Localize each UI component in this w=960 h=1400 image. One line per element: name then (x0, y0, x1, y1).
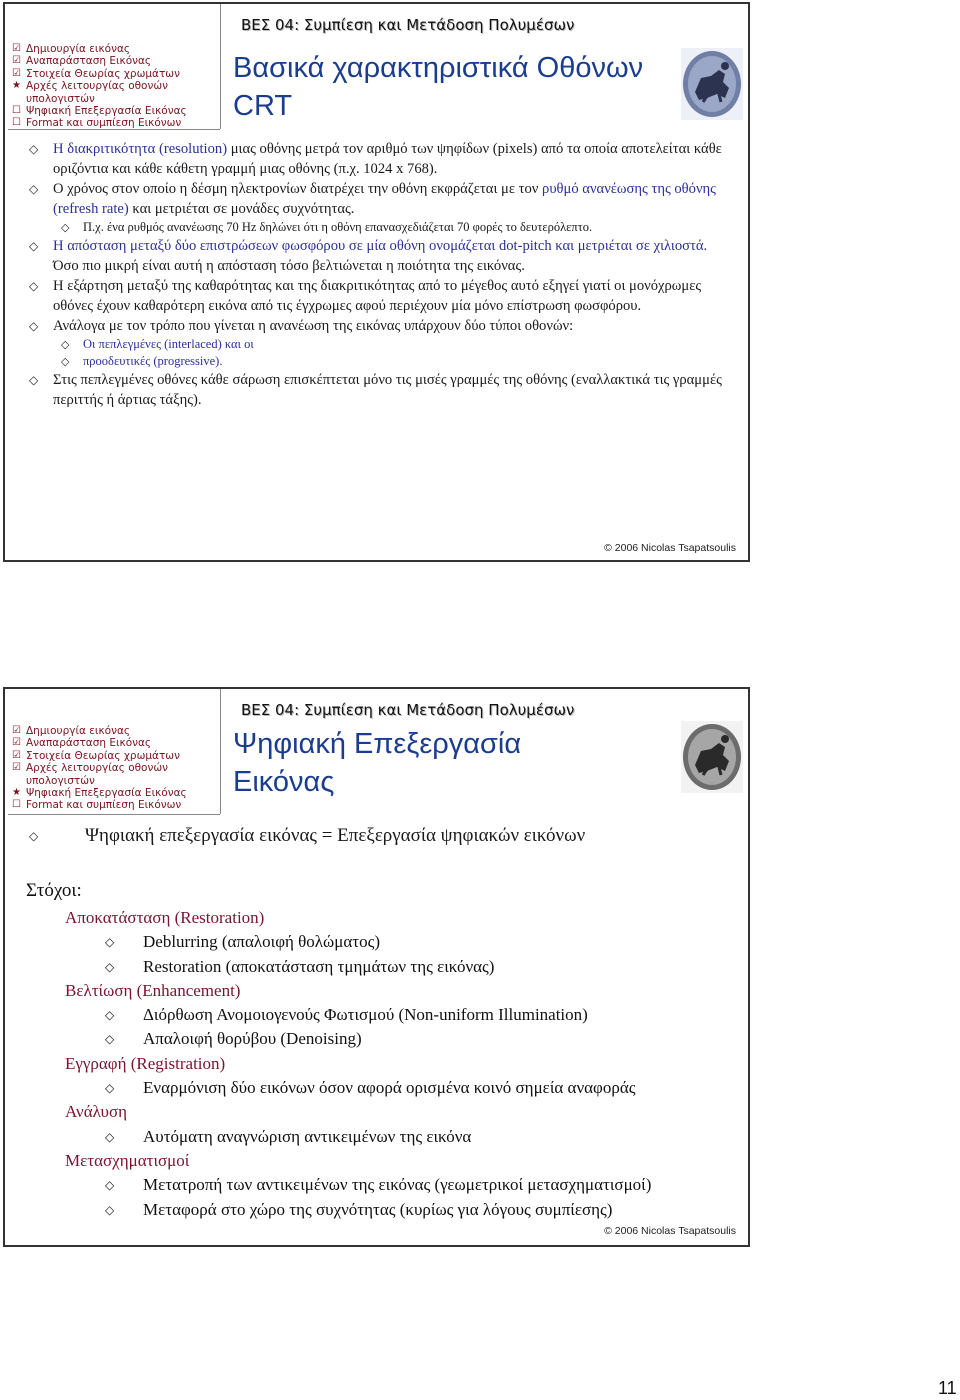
checkbox-checked-icon: ☑ (12, 67, 21, 79)
divider (8, 129, 220, 130)
bullet: ◇ Η απόσταση μεταξύ δύο επιστρώσεων φωσφόρου σε μία οθόνη ονομάζεται dot-pitch και μετριέται σε χιλιοστά. Όσο πιο μικρή είναι αυτή η απόσταση τόσο βελτιώνεται η ποιότητα της εικόνας. (29, 236, 735, 276)
goal-item: ◇ Restoration (αποκατάσταση τμημάτων της εικόνας) (65, 955, 651, 979)
checkbox-checked-icon: ☑ (12, 749, 21, 761)
divider (8, 814, 220, 815)
bullet: ◇ Στις πεπλεγμένες οθόνες κάθε σάρωση επισκέπτεται μόνο τις μισές γραμμές της οθόνης (εναλλακτικά τις γραμμές περιττής ή άρτιας τάξης). (29, 370, 735, 410)
checkbox-checked-icon: ☑ (12, 737, 21, 749)
bullet: ◇ Ο χρόνος στον οποίο η δέσμη ηλεκτρονίων διατρέχει την οθόνη εκφράζεται με τον ρυθμό ανανέωσης της οθόνης (refresh rate) και μετριέται σε μονάδες συχνότητας. (29, 179, 735, 219)
goal-item: ◇ Απαλοιφή θορύβου (Denoising) (65, 1027, 651, 1051)
nav-item: ☑ Δημιουργία εικόνας (12, 725, 131, 737)
goal-item: ◇ Αυτόματη αναγνώριση αντικειμένων της εικόνα (65, 1125, 651, 1149)
goal-item: ◇ Μεταφορά στο χώρο της συχνότητας (κυρίως για λόγους συμπίεσης) (65, 1198, 651, 1222)
goal-item: ◇ Μετατροπή των αντικειμένων της εικόνας (γεωμετρικοί μετασχηματισμοί) (65, 1173, 651, 1197)
goal-heading: Αποκατάσταση (Restoration) (65, 908, 265, 927)
goal-item: ◇ Διόρθωση Ανομοιογενούς Φωτισμού (Non-uniform Illumination) (65, 1003, 651, 1027)
sub-bullet: ◇ Οι πεπλεγμένες (interlaced) και οι (29, 336, 735, 353)
nav-item-current: ★ Αρχές λειτουργίας οθονών (12, 80, 169, 93)
page-number: 11 (938, 1378, 957, 1398)
slide-1 (3, 2, 750, 562)
nav-item-current: ★ Ψηφιακή Επεξεργασία Εικόνας (12, 787, 187, 800)
coin-logo-icon (681, 721, 743, 793)
nav-item: ☐ Ψηφιακή Επεξεργασία Εικόνας (12, 105, 187, 118)
coin-logo-icon (681, 48, 743, 120)
nav-item: ☑ Αρχές λειτουργίας οθονών (12, 762, 169, 775)
section-nav (12, 43, 217, 130)
slide-title: Ψηφιακή Επεξεργασία Εικόνας (233, 728, 522, 798)
nav-item: ☑ Αναπαράσταση Εικόνας (12, 55, 152, 68)
nav-item: ☐ Format και συμπίεση Εικόνων (12, 117, 182, 130)
goals-label: Στόχοι: (26, 880, 82, 901)
sub-bullet: ◇ Π.χ. ένα ρυθμός ανανέωσης 70 Hz δηλώνει ότι η οθόνη επανασχεδιάζεται 70 φορές το δευτερόλεπτο. (29, 219, 735, 236)
slide-body (29, 824, 735, 848)
slide-body (29, 139, 735, 410)
course-title: ΒΕΣ 04: Συμπίεση και Μετάδοση Πολυμέσων (241, 16, 575, 34)
goal-heading: Ανάλυση (65, 1102, 128, 1122)
checkbox-empty-icon: ☐ (12, 117, 21, 129)
goals-list (65, 906, 651, 1222)
sub-bullet: ◇ προοδευτικές (progressive). (29, 353, 735, 370)
goal-heading: Βελτίωση (Enhancement) (65, 980, 241, 1000)
copyright: © 2006 Nicolas Tsapatsoulis (604, 1225, 736, 1237)
nav-item: ☑ Αναπαράσταση Εικόνας (12, 737, 152, 750)
section-nav (12, 725, 217, 812)
bullet: ◇ Ψηφιακή επεξεργασία εικόνας = Επεξεργασία ψηφιακών εικόνων (29, 824, 735, 848)
checkbox-checked-icon: ☑ (12, 725, 21, 736)
bullet: ◇ Η διακριτικότητα (resolution) μιας οθόνης μετρά τον αριθμό των ψηφίδων (pixels) από τα οποία αποτελείται κάθε οριζόντια και κάθε κάθετη γραμμή μιας οθόνης (π.χ. 1024 x 768). (29, 139, 735, 179)
bullet: ◇ Η εξάρτηση μεταξύ της καθαρότητας και της διακριτικότητας από το μέγεθος αυτό εξηγεί γιατί οι μονόχρωμες οθόνες έχουν καθαρότερη εικόνα από τις έγχρωμες αφού περιέχουν μία μόνο επίστρωση φωσφόρου. (29, 276, 735, 316)
divider (220, 4, 221, 129)
goal-item: ◇ Εναρμόνιση δύο εικόνων όσον αφορά ορισμένα κοινό σημεία αναφοράς (65, 1076, 651, 1100)
nav-item: ☑ Στοιχεία Θεωρίας χρωμάτων (12, 749, 180, 762)
nav-item: ☑ Δημιουργία εικόνας (12, 43, 131, 55)
slide-title: Βασικά χαρακτηριστικά Οθόνων CRT (233, 52, 644, 122)
goal-item: ◇ Deblurring (απαλοιφή θολώματος) (65, 930, 651, 954)
star-icon: ★ (12, 787, 21, 799)
goal-heading: Εγγραφή (Registration) (65, 1053, 226, 1073)
nav-item-continuation: υπολογιστών (26, 774, 95, 787)
nav-item-continuation: υπολογιστών (26, 92, 95, 105)
goal-heading: Μετασχηματισμοί (65, 1150, 190, 1170)
checkbox-empty-icon: ☐ (12, 799, 21, 811)
nav-item: ☐ Format και συμπίεση Εικόνων (12, 799, 182, 812)
checkbox-empty-icon: ☐ (12, 105, 21, 117)
copyright: © 2006 Nicolas Tsapatsoulis (604, 542, 736, 554)
checkbox-checked-icon: ☑ (12, 43, 21, 54)
checkbox-checked-icon: ☑ (12, 55, 21, 67)
nav-item: ☑ Στοιχεία Θεωρίας χρωμάτων (12, 67, 180, 80)
course-title: ΒΕΣ 04: Συμπίεση και Μετάδοση Πολυμέσων (241, 701, 575, 719)
bullet: ◇ Ανάλογα με τον τρόπο που γίνεται η ανανέωση της εικόνας υπάρχουν δύο τύποι οθονών: (29, 316, 735, 336)
checkbox-checked-icon: ☑ (12, 762, 21, 774)
star-icon: ★ (12, 80, 21, 92)
divider (220, 689, 221, 814)
